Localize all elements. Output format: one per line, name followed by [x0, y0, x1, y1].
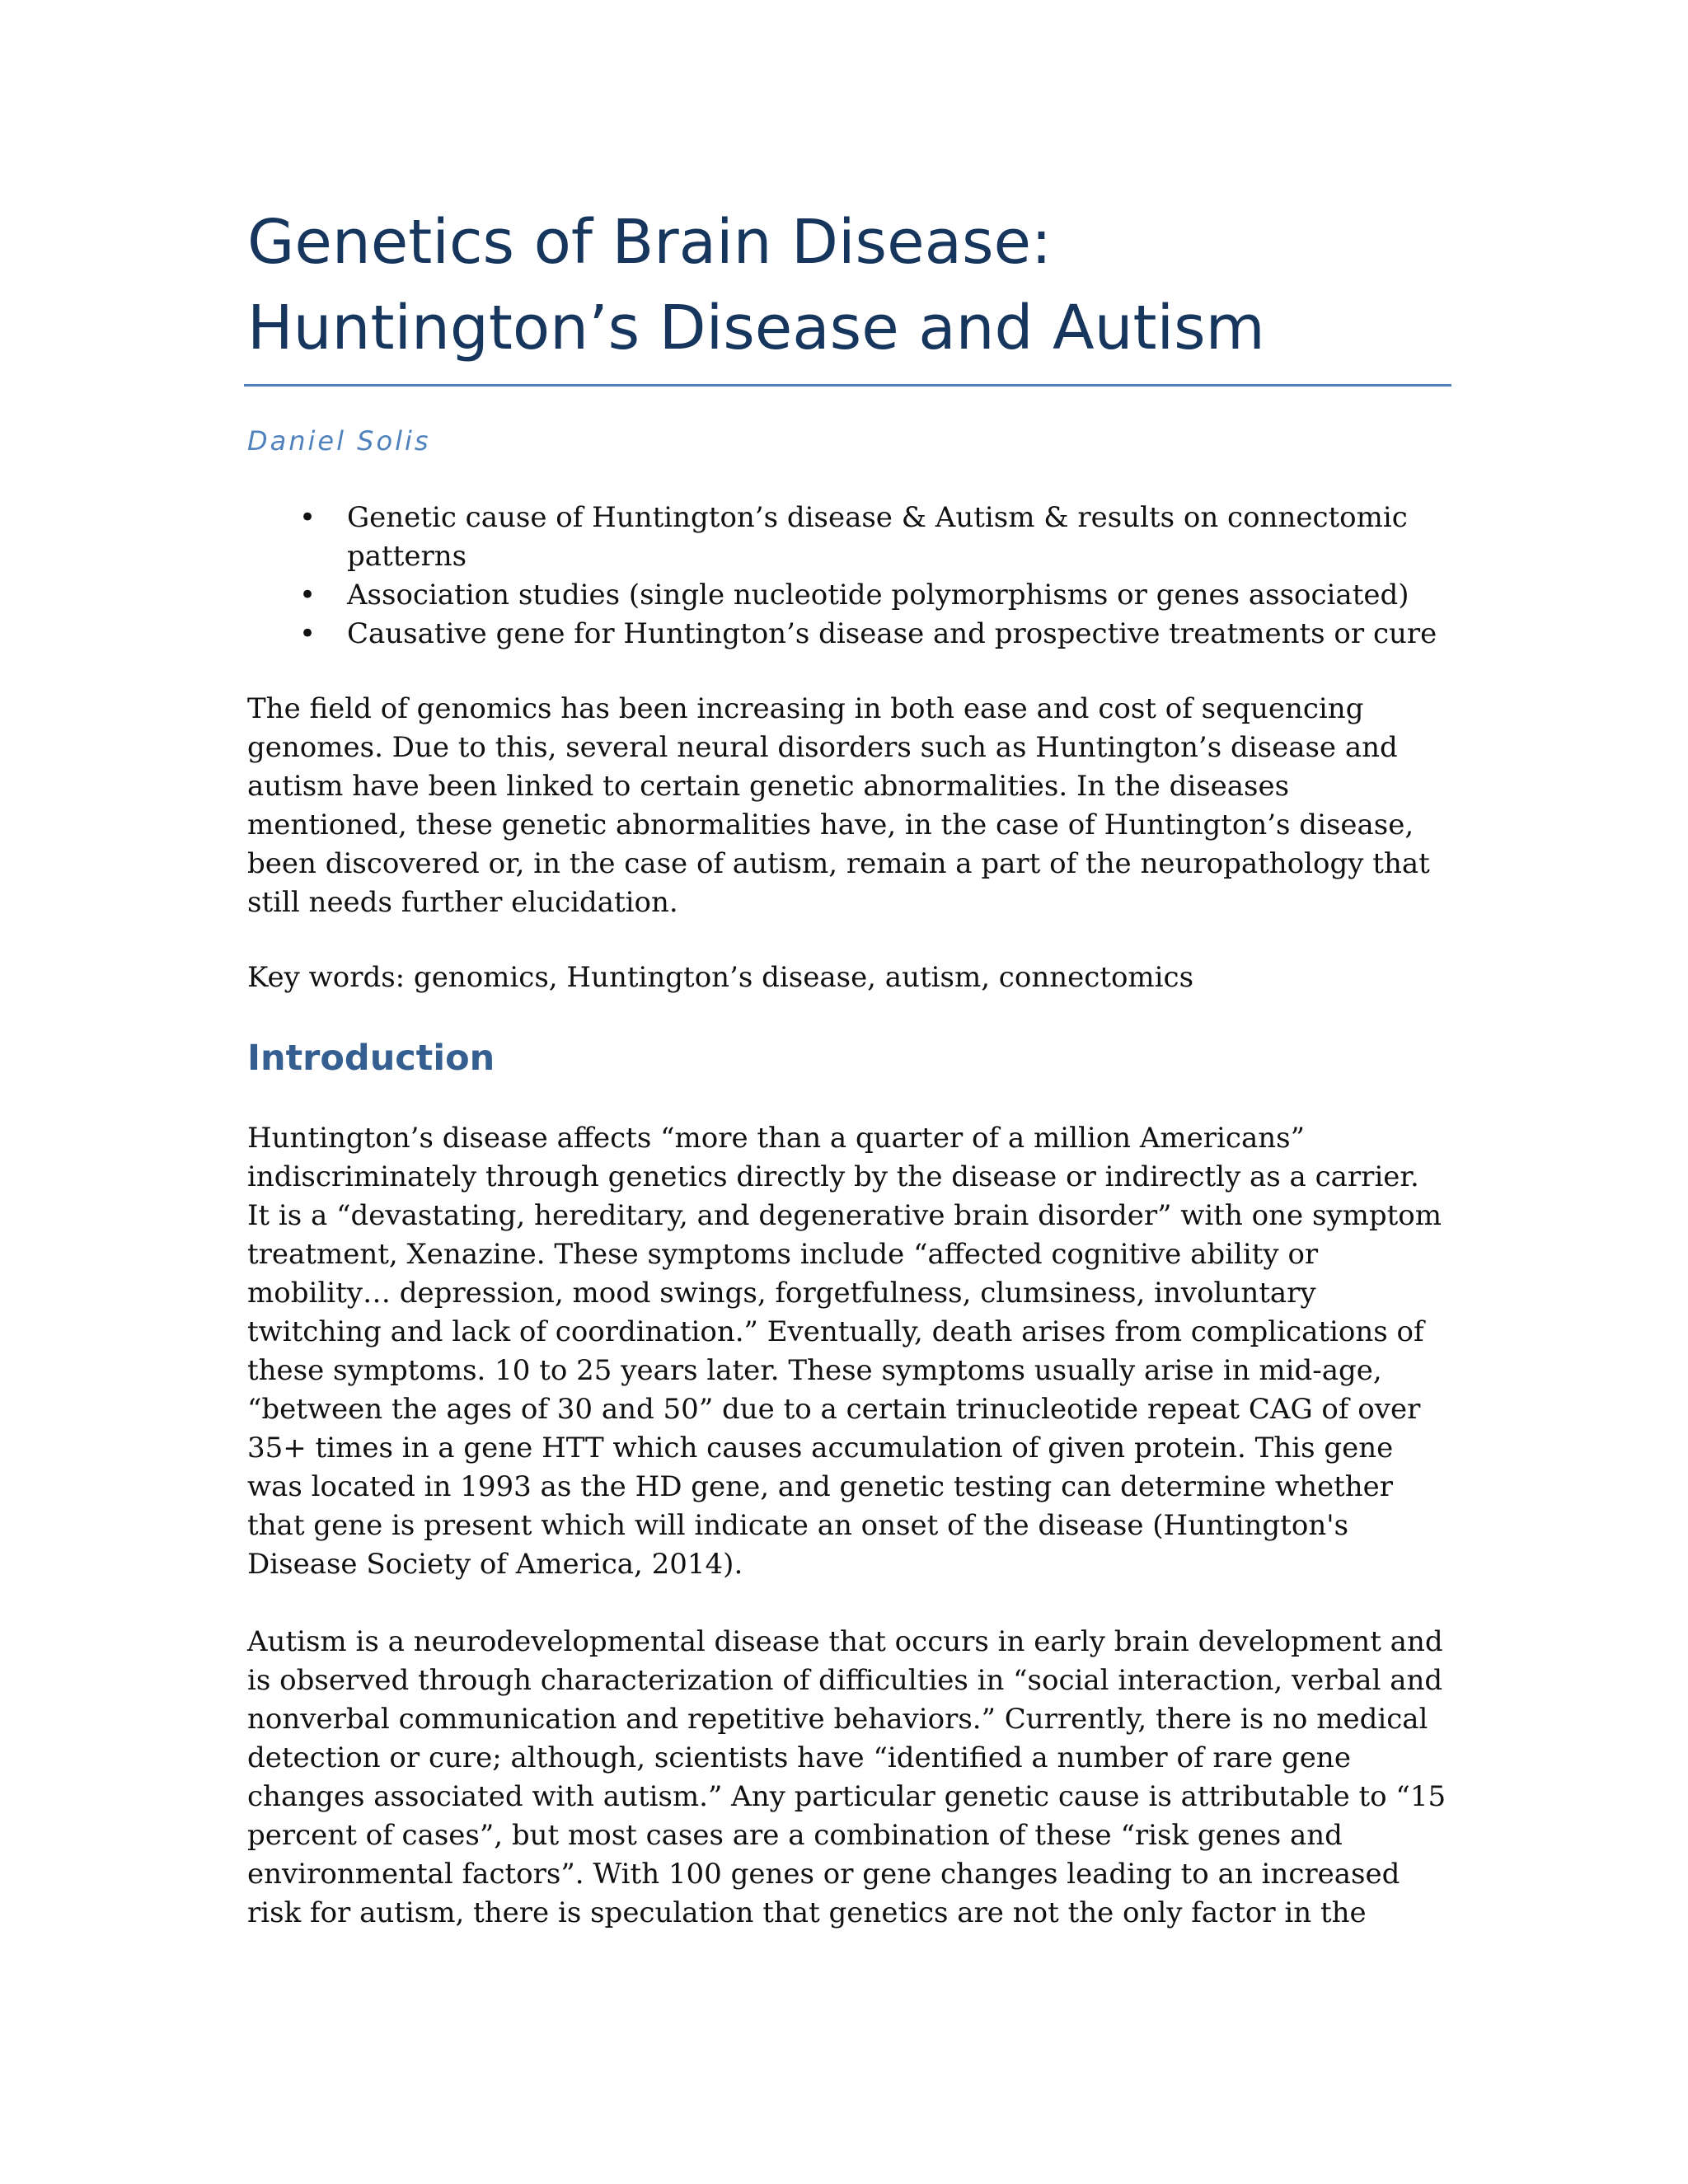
keywords-line: Key words: genomics, Huntington’s disease, autism, connectomics [247, 961, 1194, 994]
title-underline [244, 384, 1451, 387]
page-content [247, 199, 1447, 1933]
bullet-icon: • [299, 579, 316, 612]
bullet-text: Association studies (single nucleotide polymorphisms or genes associated) [347, 579, 1409, 612]
bullet-icon: • [299, 617, 316, 650]
introduction-paragraph: Autism is a neurodevelopmental disease that occurs in early brain development and is observed through characterization of difficulties in “social interaction, verbal and nonverbal communication and repetitive behaviors.” Currently, there is no medical detection or cure; although, scientists have “identified a number of rare gene changes associated with autism.” Any particular genetic cause is attributable to “15 percent of cases”, but most cases are a combination of these “risk genes and environmental factors”. With 100 genes or gene changes leading to an increased risk for autism, there is speculation that genetics are not the only factor in the [247, 1625, 1447, 1929]
document-title: Genetics of Brain Disease: Huntington’s Disease and Autism [247, 207, 1265, 363]
bullet-item [247, 499, 1447, 576]
author-name: Daniel Solis [247, 425, 431, 457]
bullet-icon: • [299, 501, 316, 534]
abstract-paragraph: The field of genomics has been increasing in both ease and cost of sequencing genomes. Due to this, several neural disorders such as Huntington’s disease and autism have been linked to certain genetic abnormalities. In the diseases mentioned, these genetic abnormalities have, in the case of Huntington’s disease, been discovered or, in the case of autism, remain a part of the neuropathology that still needs further elucidation. [247, 692, 1430, 919]
bullet-text: Causative gene for Huntington’s disease and prospective treatments or cure [347, 617, 1437, 650]
section-heading-introduction: Introduction [247, 1038, 495, 1079]
bullet-item [247, 576, 1447, 615]
topic-bullet-list [247, 499, 1447, 654]
bullet-item [247, 615, 1447, 654]
introduction-paragraph: Huntington’s disease affects “more than a quarter of a million Americans” indiscriminately through genetics directly by the disease or indirectly as a carrier. It is a “devastating, hereditary, and degenerative brain disorder” with one symptom treatment, Xenazine. These symptoms include “affected cognitive ability or mobility… depression, mood swings, forgetfulness, clumsiness, involuntary twitching and lack of coordination.” Eventually, death arises from complications of these symptoms. 10 to 25 years later. These symptoms usually arise in mid-age, “between the ages of 30 and 50” due to a certain trinucleotide repeat CAG of over 35+ times in a gene HTT which causes accumulation of given protein. This gene was located in 1993 as the HD gene, and genetic testing can determine whether that gene is present which will indicate an onset of the disease (Huntington's Disease Society of America, 2014). [247, 1122, 1442, 1581]
bullet-text: Genetic cause of Huntington’s disease & Autism & results on connectomic patterns [347, 501, 1408, 573]
